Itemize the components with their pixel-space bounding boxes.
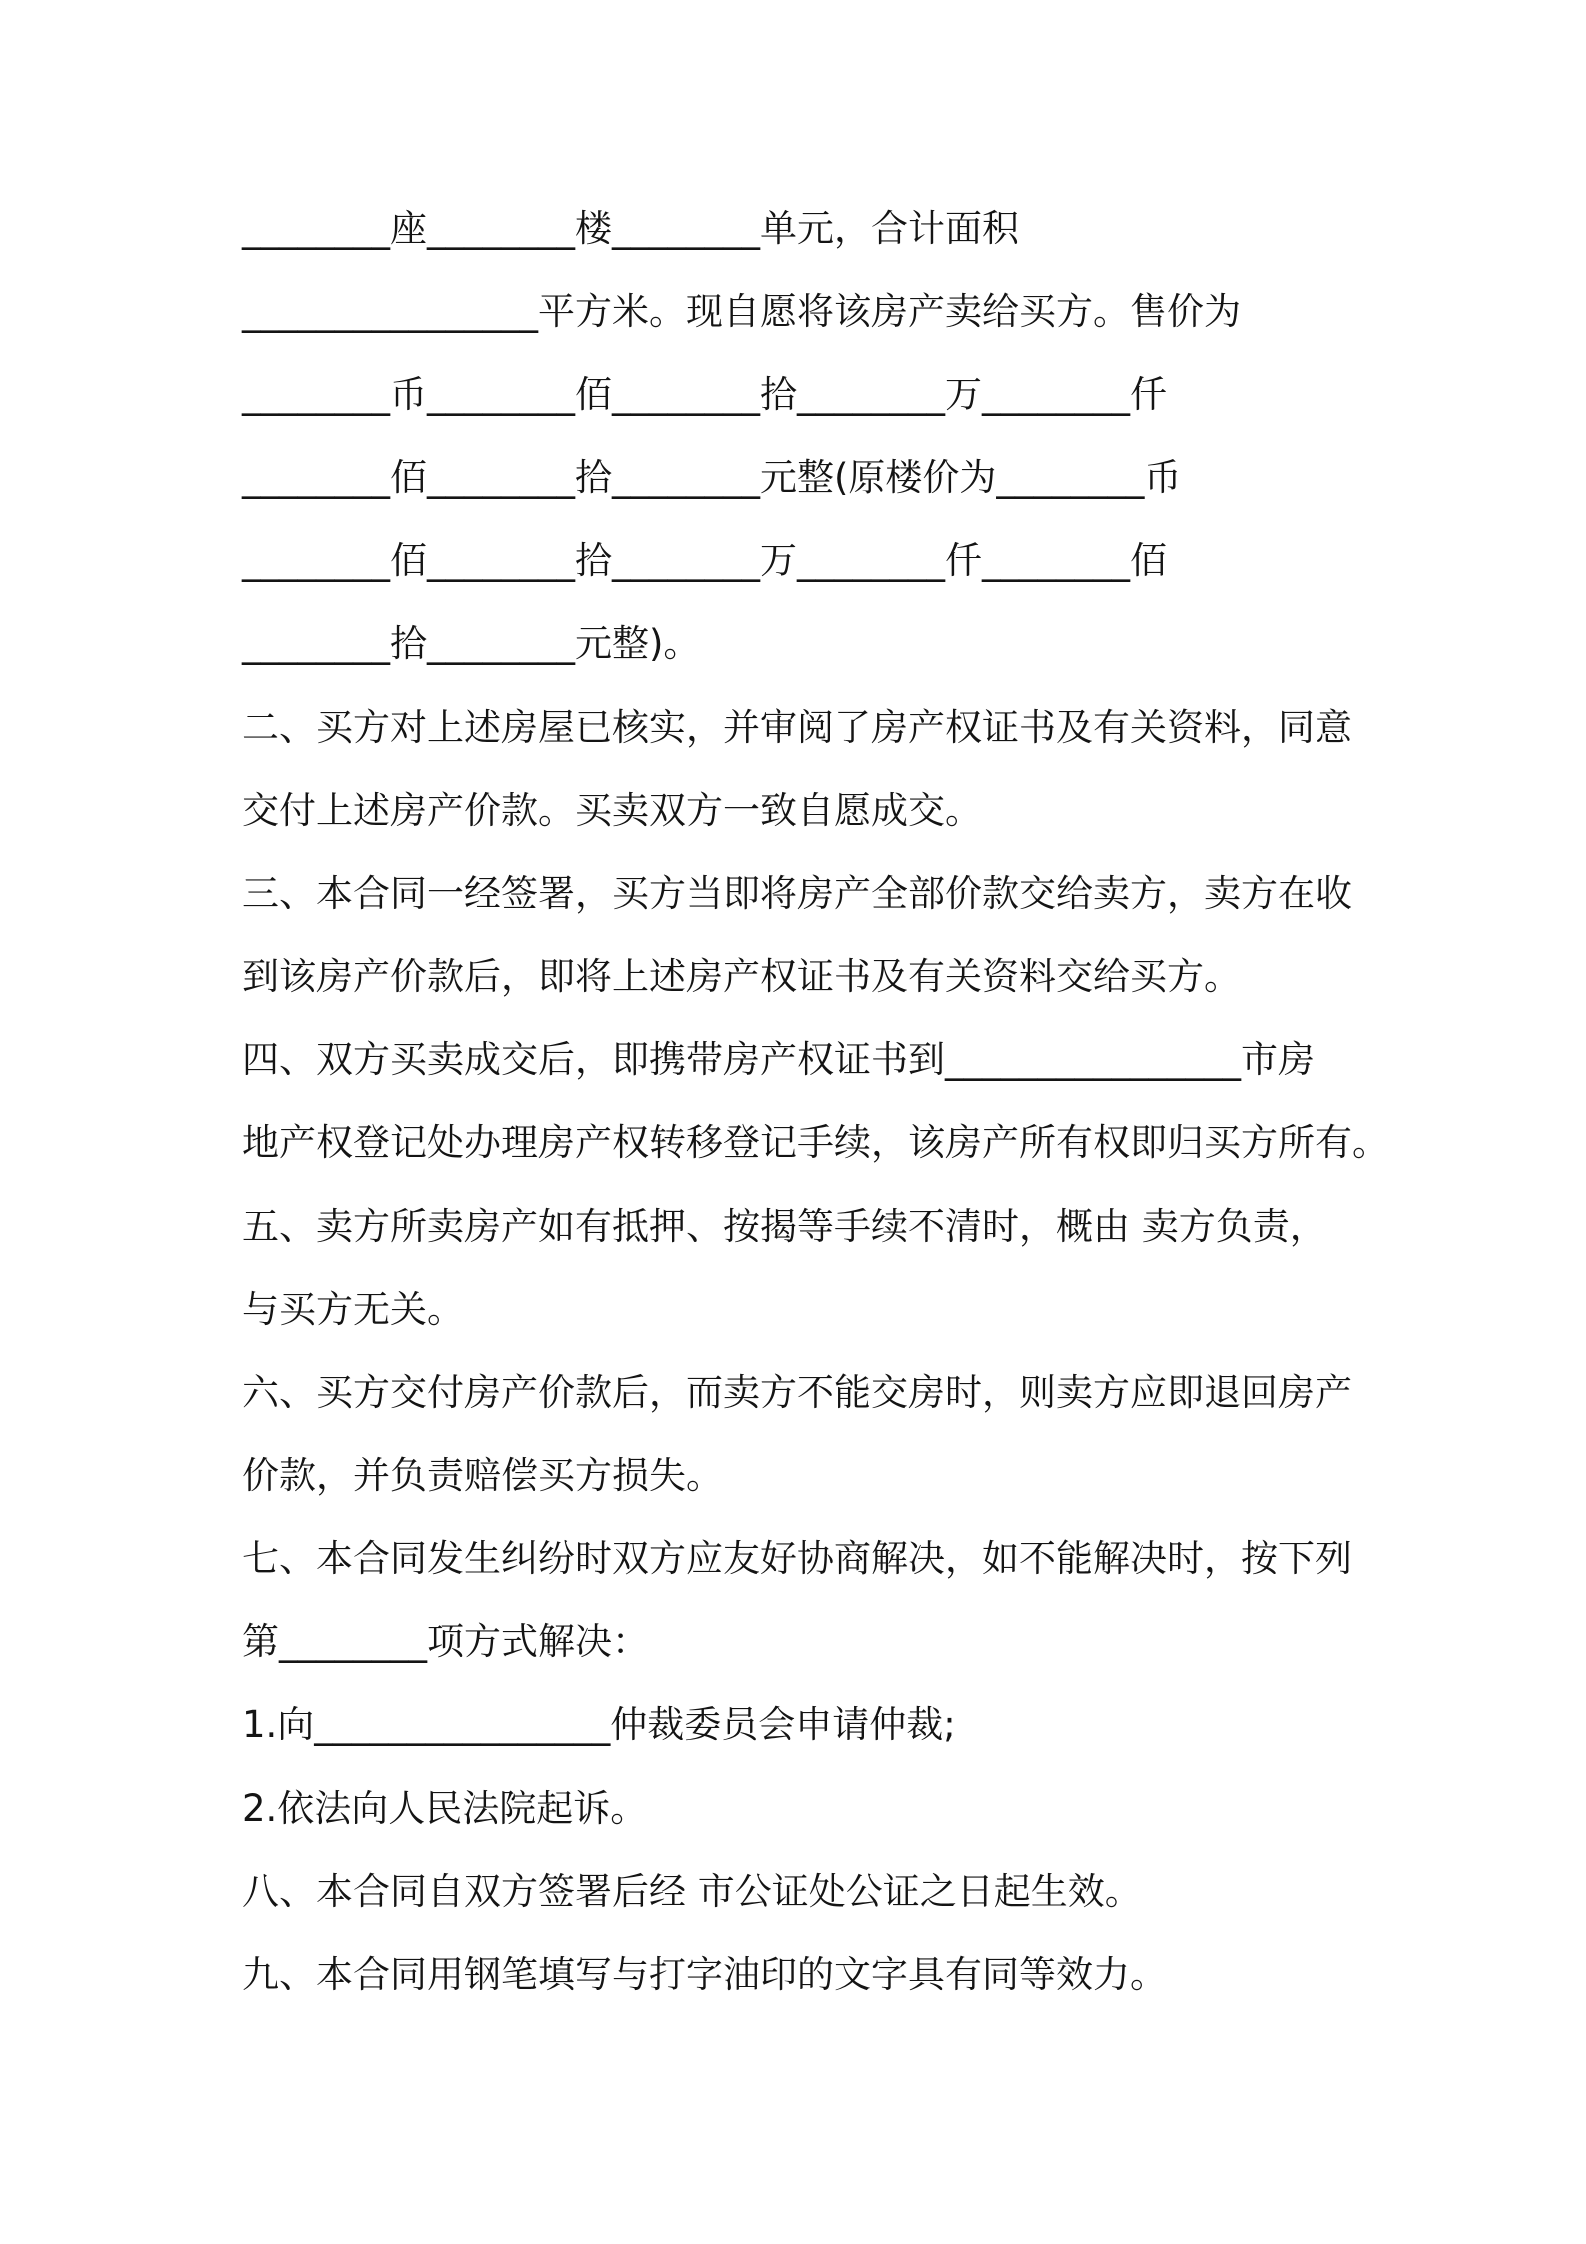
clause-5-line-2: 与买方无关。 (242, 1288, 464, 1331)
clause-3-line-2: 到该房产价款后，即将上述房产权证书及有关资料交给买方。 (242, 955, 1241, 998)
clause-3-line-1: 三、本合同一经签署，买方当即将房产全部价款交给卖方，卖方在收 (242, 872, 1352, 915)
clause-7-option-1: 1.向________________仲裁委员会申请仲裁; (242, 1703, 956, 1746)
clause-2-line-2: 交付上述房产价款。买卖双方一致自愿成交。 (242, 789, 982, 832)
clause-4-line-2: 地产权登记处办理房产权转移登记手续，该房产所有权即归买方所有。 (242, 1121, 1389, 1164)
clause-8-line: 八、本合同自双方签署后经 市公证处公证之日起生效。 (242, 1870, 1142, 1913)
clause-7-option-2: 2.依法向人民法院起诉。 (242, 1787, 648, 1830)
text-line: ________座________楼________单元，合计面积 (242, 207, 1019, 250)
clause-2-line-1: 二、买方对上述房屋已核实，并审阅了房产权证书及有关资料，同意 (242, 706, 1352, 749)
clause-7-line-1: 七、本合同发生纠纷时双方应友好协商解决，如不能解决时，按下列 (242, 1537, 1352, 1580)
text-line: ________佰________拾________万________仟________佰 (242, 539, 1167, 582)
text-line: ________佰________拾________元整(原楼价为________币 (242, 456, 1182, 499)
text-line: ________________平方米。现自愿将该房产卖给买方。售价为 (242, 290, 1241, 333)
clause-6-line-2: 价款，并负责赔偿买方损失。 (242, 1454, 723, 1497)
clause-5-line-1: 五、卖方所卖房产如有抵押、按揭等手续不清时，概由 卖方负责， (242, 1205, 1327, 1248)
clause-4-line-1: 四、双方买卖成交后，即携带房产权证书到________________市房 (242, 1038, 1315, 1081)
clause-7-line-2: 第________项方式解决： (242, 1620, 649, 1663)
text-line: ________拾________元整)。 (242, 622, 701, 665)
clause-6-line-1: 六、买方交付房产价款后，而卖方不能交房时，则卖方应即退回房产 (242, 1371, 1352, 1414)
text-line: ________币________佰________拾________万________仟 (242, 373, 1167, 416)
clause-9-line: 九、本合同用钢笔填写与打字油印的文字具有同等效力。 (242, 1953, 1167, 1996)
